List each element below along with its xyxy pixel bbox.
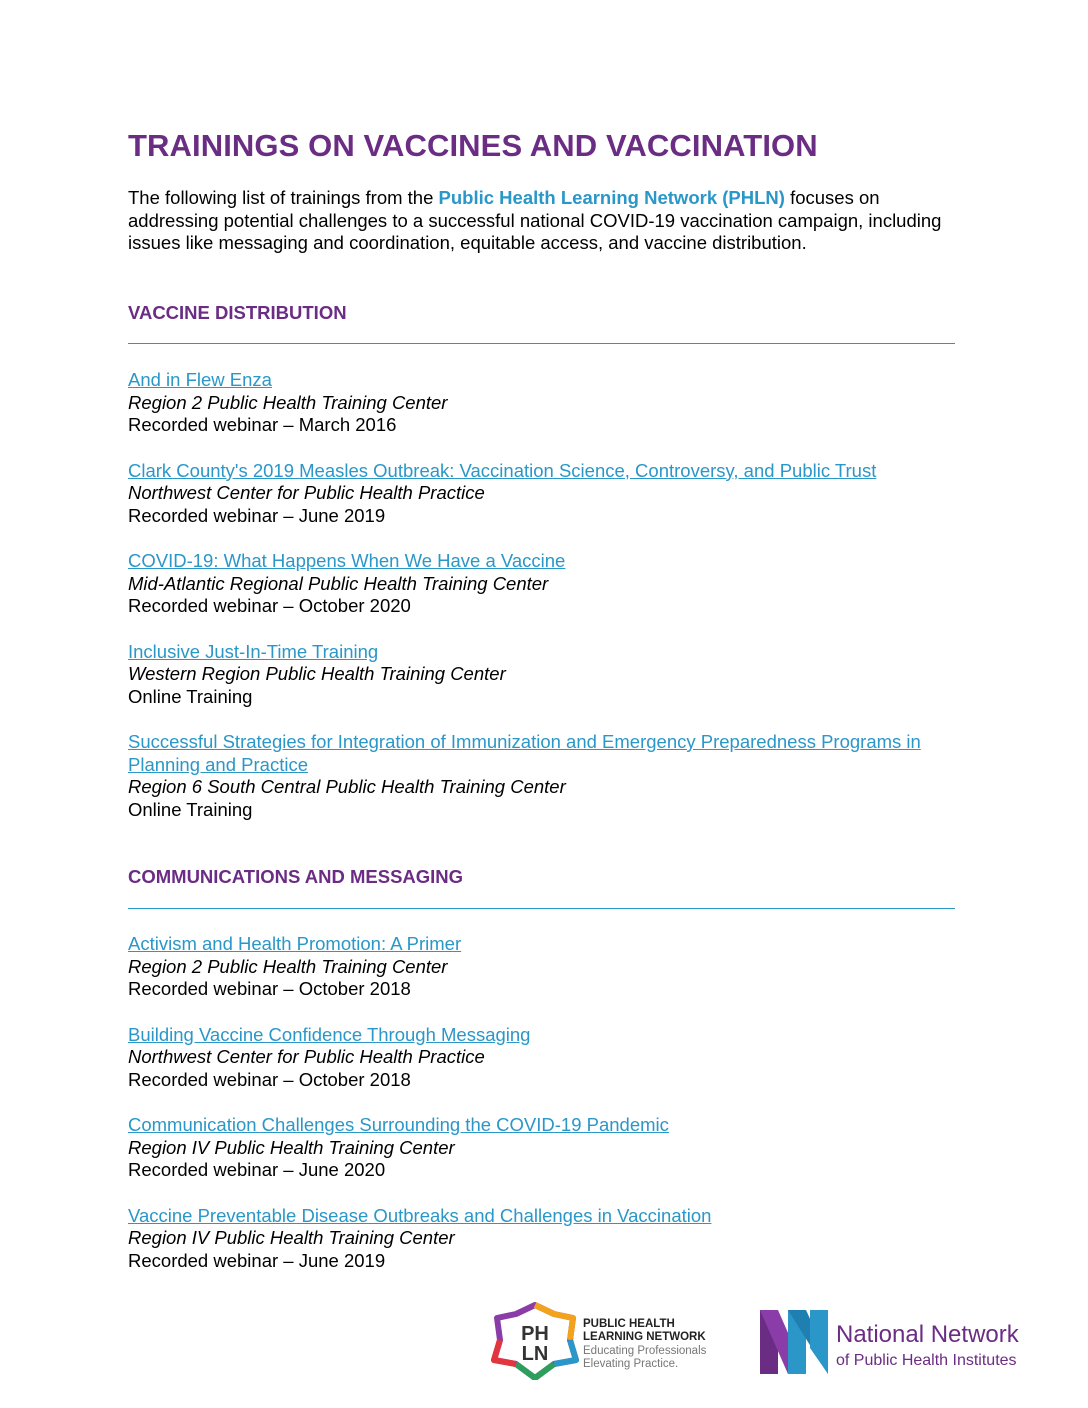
nnphi-logo-subtitle: of Public Health Institutes	[836, 1352, 1017, 1369]
intro-text-before: The following list of trainings from the	[128, 187, 439, 208]
svg-text:LN: LN	[521, 1343, 549, 1365]
nnphi-mark-icon	[758, 1308, 830, 1376]
intro-paragraph	[128, 187, 958, 255]
section-divider	[128, 908, 955, 909]
training-provider: Region IV Public Health Training Center	[128, 1227, 455, 1248]
training-link[interactable]: COVID-19: What Happens When We Have a Vaccine	[128, 550, 566, 571]
phln-logo	[490, 1302, 730, 1380]
training-provider: Region 2 Public Health Training Center	[128, 391, 448, 413]
training-provider: Region 2 Public Health Training Center	[128, 955, 448, 977]
training-format: Recorded webinar – October 2018	[128, 1068, 411, 1090]
training-format: Recorded webinar – March 2016	[128, 414, 397, 435]
training-link[interactable]: Building Vaccine Confidence Through Messaging	[128, 1023, 531, 1045]
intro-text-after: focuses on addressing potential challenges to a successful national COVID-19 vaccination campaign, including issues like messaging and coordination, equitable access, and vaccine distribution.	[128, 187, 942, 253]
training-link[interactable]: And in Flew Enza	[128, 369, 272, 390]
training-list-vaccine-distribution	[128, 369, 958, 844]
training-format: Recorded webinar – June 2019	[128, 504, 386, 526]
training-format: Online Training	[128, 798, 253, 820]
training-link[interactable]: Successful Strategies for Integration of Immunization and Emergency Preparedness Programs in Planning and Practice	[128, 731, 921, 775]
nnphi-logo	[758, 1308, 1058, 1376]
list-item	[128, 369, 958, 437]
training-format: Recorded webinar – October 2020	[128, 595, 411, 616]
training-provider: Western Region Public Health Training Center	[128, 663, 506, 684]
list-item	[128, 933, 958, 1001]
training-format: Recorded webinar – October 2018	[128, 978, 411, 999]
list-item	[128, 460, 958, 528]
training-provider: Region 6 South Central Public Health Training Center	[128, 776, 566, 797]
list-item	[128, 641, 958, 709]
list-item	[128, 1024, 958, 1092]
page-title: TRAININGS ON VACCINES AND VACCINATION	[128, 128, 818, 163]
section-heading-communications-messaging: COMMUNICATIONS AND MESSAGING	[128, 866, 464, 887]
section-heading-vaccine-distribution: VACCINE DISTRIBUTION	[128, 302, 347, 323]
training-link[interactable]: Activism and Health Promotion: A Primer	[128, 933, 462, 954]
phln-star-icon	[490, 1302, 580, 1380]
training-provider: Mid-Atlantic Regional Public Health Training Center	[128, 572, 549, 594]
nnphi-logo-name: National Network	[836, 1321, 1019, 1348]
list-item	[128, 731, 958, 821]
section-divider	[128, 343, 955, 344]
training-link[interactable]: Clark County's 2019 Measles Outbreak: Vaccination Science, Controversy, and Public Trust	[128, 459, 877, 481]
training-format: Recorded webinar – June 2019	[128, 1249, 386, 1271]
phln-logo-name: PUBLIC HEALTH LEARNING NETWORK	[583, 1318, 706, 1343]
training-format: Recorded webinar – June 2020	[128, 1159, 386, 1180]
training-link[interactable]: Inclusive Just-In-Time Training	[128, 640, 379, 662]
list-item	[128, 1205, 958, 1273]
training-provider: Region IV Public Health Training Center	[128, 1136, 455, 1158]
svg-text:PH: PH	[521, 1323, 549, 1345]
training-link[interactable]: Communication Challenges Surrounding the COVID-19 Pandemic	[128, 1114, 669, 1135]
training-provider: Northwest Center for Public Health Practice	[128, 482, 485, 503]
list-item	[128, 550, 958, 618]
phln-logo-tagline: Educating Professionals Elevating Practice.	[583, 1345, 707, 1370]
training-provider: Northwest Center for Public Health Practice	[128, 1046, 485, 1067]
training-format: Online Training	[128, 685, 253, 707]
training-link[interactable]: Vaccine Preventable Disease Outbreaks and Challenges in Vaccination	[128, 1204, 712, 1226]
phln-name: Public Health Learning Network (PHLN)	[438, 187, 785, 208]
list-item	[128, 1114, 958, 1182]
training-list-communications-messaging	[128, 933, 958, 1295]
